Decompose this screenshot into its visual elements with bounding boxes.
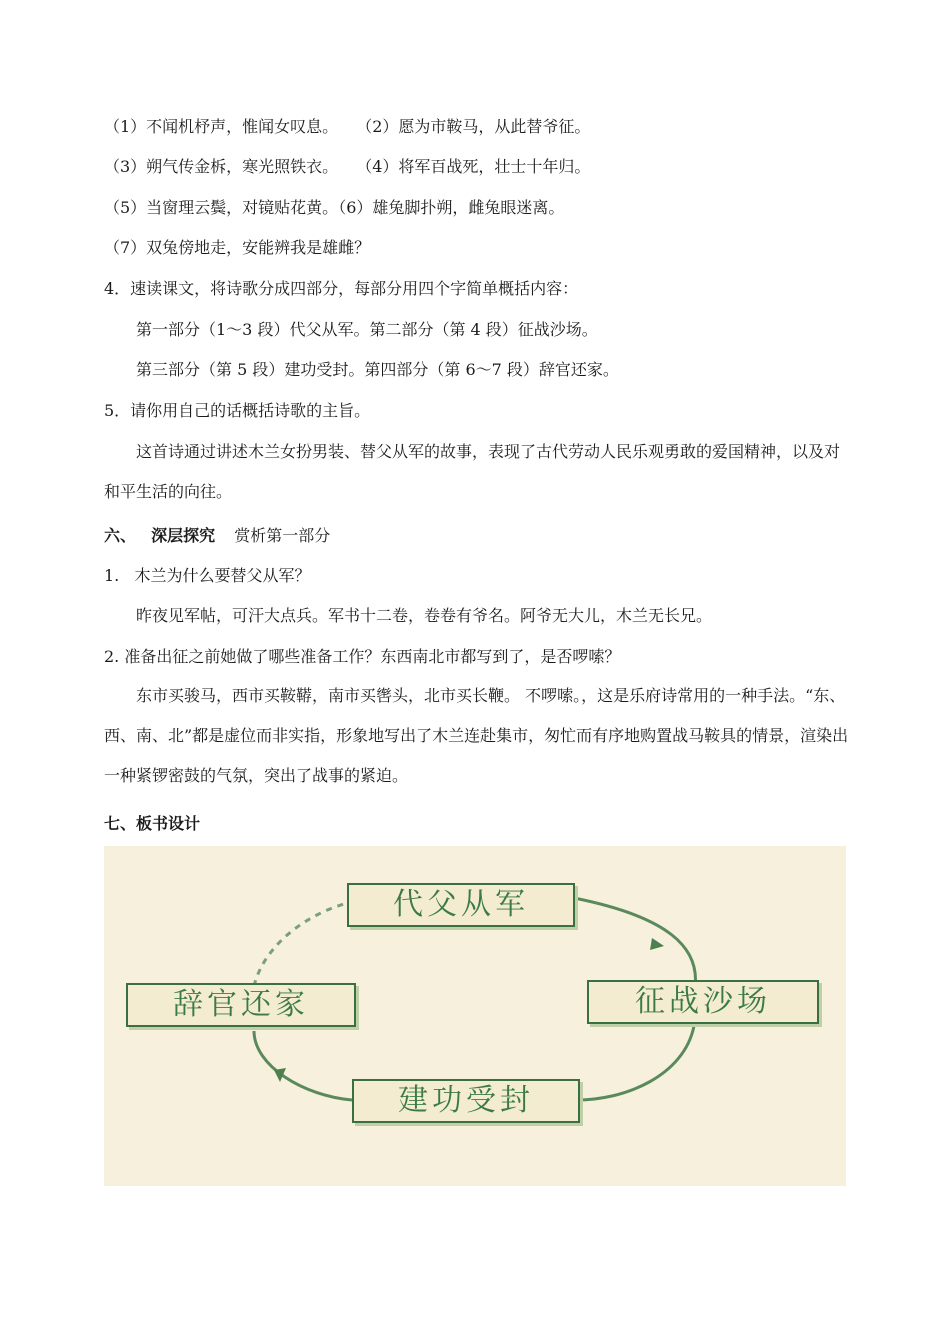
answer-4-part-a: 第一部分（1～3 段）代父从军。第二部分（第 4 段）征战沙场。 <box>136 320 598 339</box>
section-6-title: 深层探究 <box>151 526 216 545</box>
answer-5-paragraph: 这首诗通过讲述木兰女扮男装、替父从军的故事，表现了古代劳动人民乐观勇敢的爱国精神，以及对和平生活的向往。 <box>104 442 841 501</box>
section-6-number: 六、 <box>104 526 137 545</box>
box-bottom: 建功受封 <box>352 1079 580 1123</box>
answer-6-1: 昨夜见军帖，可汗大点兵。军书十二卷，卷卷有爷名。阿爷无大儿，木兰无长兄。 <box>136 606 713 625</box>
question-6-1: 1. 木兰为什么要替父从军？ <box>104 566 311 585</box>
question-6-2: 2. 准备出征之前她做了哪些准备工作？东西南北市都写到了，是否啰嗦？ <box>104 647 621 666</box>
arc-right-bottom <box>574 1026 694 1100</box>
section-6-heading <box>104 525 330 547</box>
poem-line-4: （7）双兔傍地走，安能辨我是雄雌？ <box>104 238 371 257</box>
answer-4-part-b: 第三部分（第 5 段）建功受封。第四部分（第 6～7 段）辞官还家。 <box>136 360 619 379</box>
board-design-diagram <box>104 846 846 1186</box>
section-7-heading: 七、板书设计 <box>104 814 201 833</box>
poem-line-3 <box>104 197 564 219</box>
poem-line-1 <box>104 116 590 138</box>
section-6-subtitle: 赏析第一部分 <box>234 526 331 545</box>
box-top: 代父从军 <box>347 883 575 927</box>
question-4: 4．速读课文，将诗歌分成四部分，每部分用四个字简单概括内容： <box>104 279 579 298</box>
poem-line-2a: （3）朔气传金柝，寒光照铁衣。 <box>104 157 339 176</box>
answer-6-2-paragraph: 东市买骏马，西市买鞍鞯，南市买辔头，北市买长鞭。 不啰嗦。，这是乐府诗常用的一种手法。“东、西、南、北”都是虚位而非实指，形象地写出了木兰连赴集市，匆忙而有序地购置战马鞍具的情景，渲染出一种紧锣密鼓的气氛，突出了战事的紧迫。 <box>104 686 849 785</box>
box-right: 征战沙场 <box>587 980 819 1024</box>
poem-line-3b: （6）雄兔脚扑朔，雌兔眼迷离。 <box>338 198 565 217</box>
question-5: 5．请你用自己的话概括诗歌的主旨。 <box>104 401 371 420</box>
box-left: 辞官还家 <box>126 983 356 1027</box>
poem-line-2 <box>104 156 590 178</box>
poem-line-1b: （2）愿为市鞍马，从此替爷征。 <box>356 117 591 136</box>
arc-bottom-left <box>254 1031 352 1100</box>
arc-left-top-dashed <box>254 904 344 986</box>
arrowhead-top-right <box>650 938 664 950</box>
poem-line-1a: （1）不闻机杼声，惟闻女叹息。 <box>104 117 339 136</box>
poem-line-3a: （5）当窗理云鬓，对镜贴花黄。 <box>104 198 339 217</box>
arc-top-right <box>574 898 696 993</box>
poem-line-2b: （4）将军百战死，壮士十年归。 <box>356 157 591 176</box>
